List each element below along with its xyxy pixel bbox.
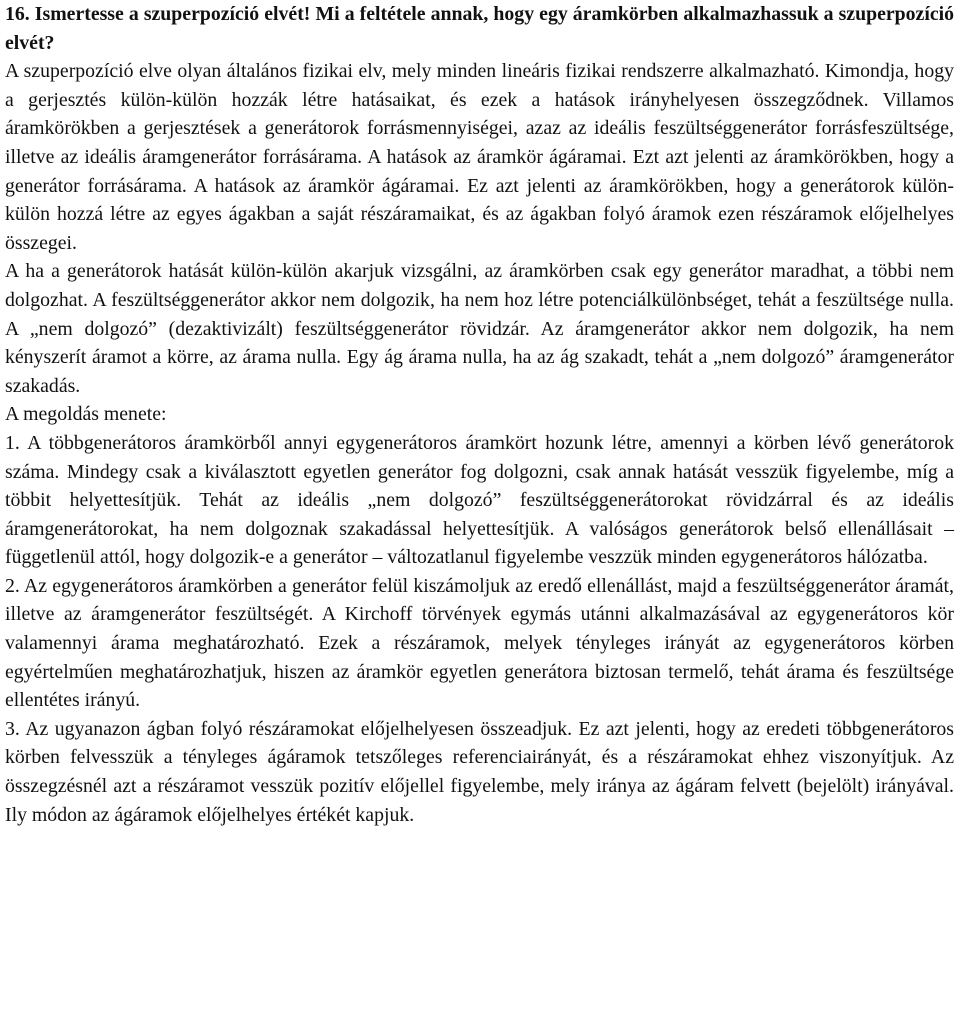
paragraph-inactive-generators: A ha a generátorok hatását külön-külön akarjuk vizsgálni, az áramkörben csak egy generátor maradhat, a többi nem dolgozhat. A feszültséggenerátor akkor nem dolgozik, ha nem hoz létre potenciálkülönbséget, tehát a feszültsége nulla. A „nem dolgozó” (dezaktivizált) feszültséggenerátor rövidzár. Az áramgenerátor akkor nem dolgozik, ha nem kényszerít áramot a körre, az árama nulla. Egy ág árama nulla, ha az ág szakadt, tehát a „nem dolgozó” áramgenerátor szakadás. <box>5 260 954 397</box>
solution-steps-label: A megoldás menete: <box>5 403 167 426</box>
step-2: 2. Az egygenerátoros áramkörben a generátor felül kiszámoljuk az eredő ellenállást, majd a feszültséggenerátor áramát, illetve az áramgenerátor feszültségét. A Kirchoff törvények egymás utánni alkalmazásával az egygenerátoros kör valamennyi árama meghatározható. Ezek a részáramok, melyek tényleges irányát az egygenerátoros körben egyértelműen meghatározhatjuk, hiszen az áramkör egyetlen generátora biztosan termelő, tehát árama és feszültsége ellentétes irányú. <box>5 574 954 712</box>
paragraph-superposition-principle: A szuperpozíció elve olyan általános fizikai elv, mely minden lineáris fizikai rendszerre alkalmazható. Kimondja, hogy a gerjesztés külön-külön hozzák létre hatásaikat, és ezek a hatások irányhelyesen összegződnek. Villamos áramkörökben a gerjesztések a generátorok forrásmennyiségei, azaz az ideális feszültséggenerátor forrásfeszültsége, illetve az ideális áramgenerátor forrásárama. A hatások az áramkör ágáramai. Ezt azt jelenti az áramkörökben, hogy a generátor forrásárama. A hatások az áramkör ágáramai. Ez azt jelenti az áramkörökben, hogy a generátorok külön-külön hozzá létre az egyes ágakban a saját részáramaikat, és az ágakban folyó áramok ezen részáramok előjelhelyes összegei. <box>5 60 954 254</box>
step-3: 3. Az ugyanazon ágban folyó részáramokat előjelhelyesen összeadjuk. Ez azt jelenti, hogy az eredeti többgenerátoros körben felvesszük a tényleges ágáramok tetszőleges referenciairányát, és a részáramokat ehhez viszonyítjuk. Az összegzésnél azt a részáramot vesszük pozitív előjellel figyelembe, mely iránya az ágáram felvett (bejelölt) irányával. Ily módon az ágáramok előjelhelyes értékét kapjuk. <box>5 717 954 826</box>
question-heading: 16. Ismertesse a szuperpozíció elvét! Mi a feltétele annak, hogy egy áramkörben alkalmazhassuk a szuperpozíció elvét? <box>5 3 954 54</box>
step-1: 1. A többgenerátoros áramkörből annyi egygenerátoros áramkört hozunk létre, amennyi a körben lévő generátorok száma. Mindegy csak a kiválasztott egyetlen generátor fog dolgozni, csak annak hatását vesszük figyelembe, míg a többit helyettesítjük. Tehát az ideális „nem dolgozó” feszültséggenerátorokat rövidzárral és az ideális áramgenerátorokat, ha nem dolgoznak szakadással helyettesítjük. A valóságos generátorok belső ellenállásait – függetlenül attól, hogy dolgozik-e a generátor – változatlanul figyelembe veszzük minden egygenerátoros hálózatba. <box>5 431 954 569</box>
